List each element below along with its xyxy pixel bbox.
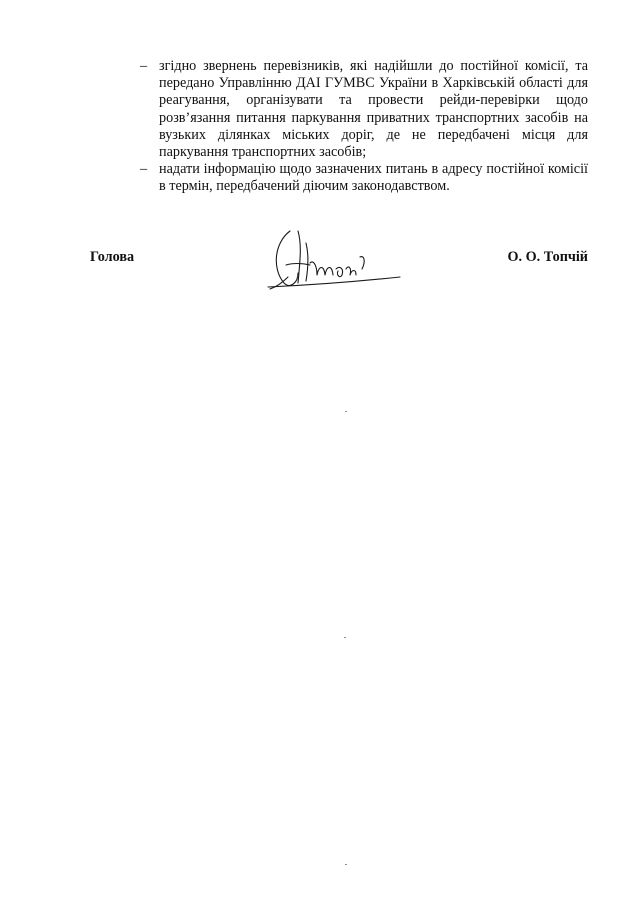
dash-bullet: – xyxy=(140,161,148,178)
dash-bullet: – xyxy=(140,58,148,74)
list-item xyxy=(140,58,588,161)
list-item-text: надати інформацію щодо зазначених питань в адресу постійної комісії в термін, передбачений діючим законодавством. xyxy=(159,161,588,195)
scan-speck xyxy=(345,864,347,865)
list-item xyxy=(140,161,588,195)
signer-role: Голова xyxy=(90,249,135,265)
handwritten-signature xyxy=(262,225,404,295)
scan-speck xyxy=(344,637,346,638)
list-item-text: згідно звернень перевізників, які надійшли до постійної комісії, та передано Управлінню ДАІ ГУМВС України в Харківській області для реагування, організувати та провести рейди-перевірки щодо розв’язання питання паркування приватних транспортних засобів на вузьких ділянках міських доріг, де не передбачені місця для паркування транспортних засобів; xyxy=(159,58,588,161)
scan-speck xyxy=(345,411,347,412)
signer-name: О. О. Топчій xyxy=(507,249,588,265)
action-list xyxy=(140,58,588,196)
